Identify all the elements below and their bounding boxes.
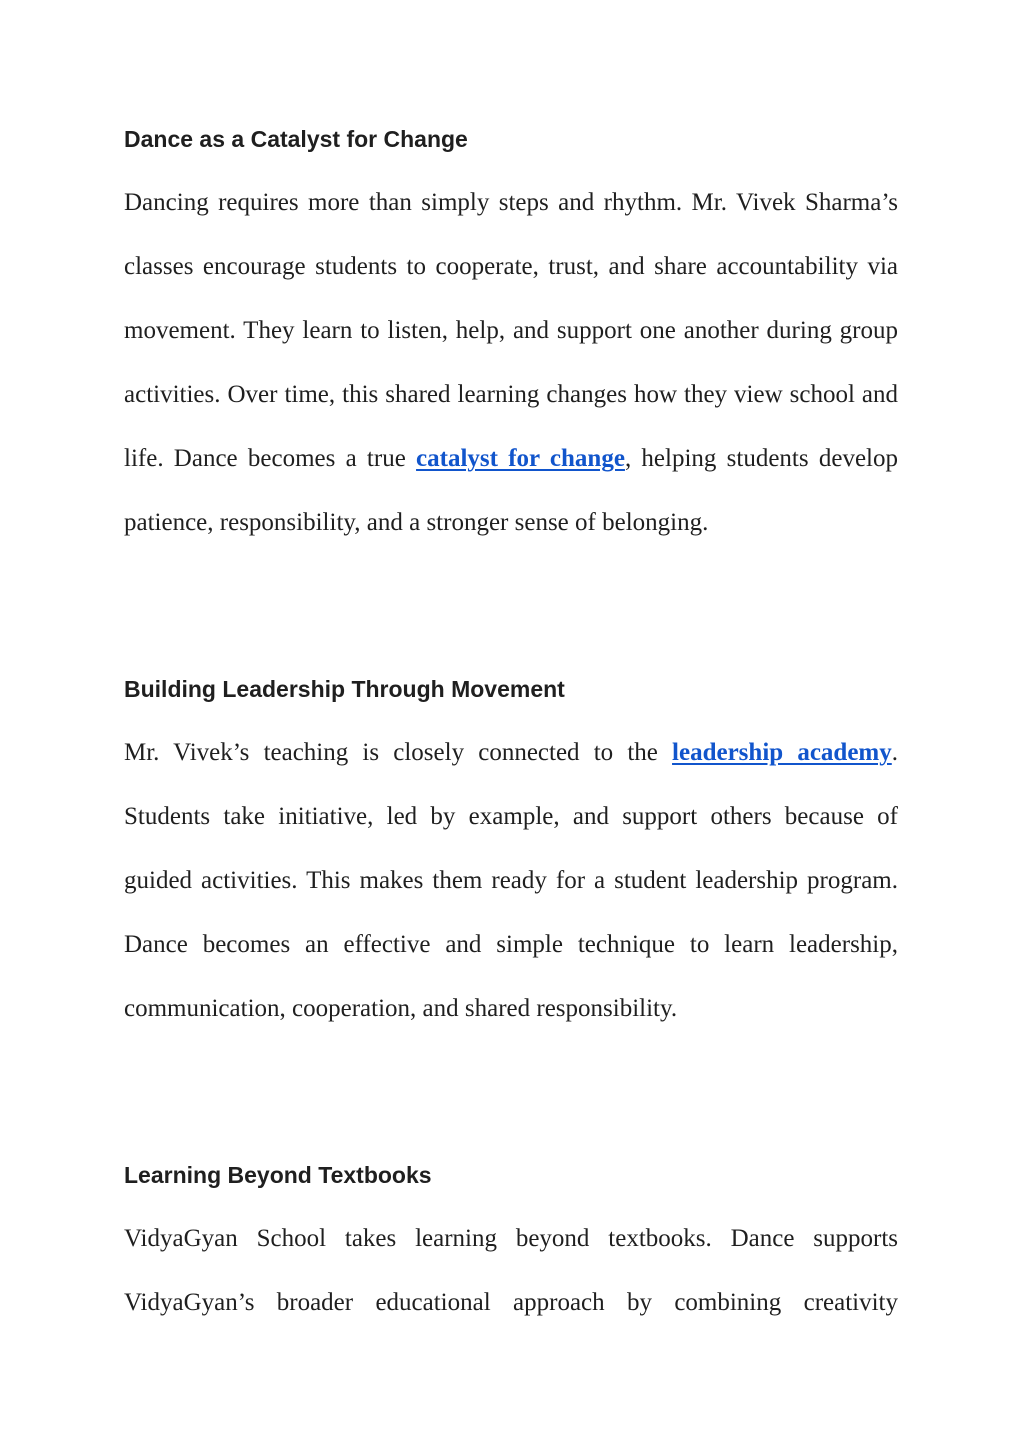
paragraph-text: . Students take initiative, led by example, and support others because of guided activities. This makes them ready for a student leadership program. Dance becomes an effective and simple technique to learn leadership, communication, cooperation, and shared responsibility. bbox=[124, 739, 899, 1022]
paragraph-text: Mr. Vivek’s teaching is closely connected to the bbox=[124, 739, 673, 766]
section-paragraph-leadership bbox=[124, 721, 898, 1041]
paragraph-text: Dancing requires more than simply steps and rhythm. Mr. Vivek Sharma’s classes encourage students to cooperate, trust, and share accountability via movement. They learn to listen, help, and support one another during group activities. Over time, this shared learning changes how they view school and life. Dance becomes a true bbox=[124, 189, 898, 472]
leadership-academy-link[interactable]: leadership academy bbox=[672, 739, 892, 766]
section-heading-textbooks: Learning Beyond Textbooks bbox=[124, 1162, 432, 1188]
section-paragraph-textbooks: VidyaGyan School takes learning beyond textbooks. Dance supports VidyaGyan’s broader educational approach by combining creativity bbox=[124, 1225, 898, 1316]
section-heading-leadership: Building Leadership Through Movement bbox=[124, 676, 565, 702]
section-heading-catalyst: Dance as a Catalyst for Change bbox=[124, 126, 468, 152]
paragraph-text: , helping students develop patience, responsibility, and a stronger sense of belonging. bbox=[124, 445, 898, 536]
catalyst-for-change-link[interactable]: catalyst for change bbox=[416, 445, 625, 472]
section-paragraph-catalyst bbox=[124, 171, 898, 555]
